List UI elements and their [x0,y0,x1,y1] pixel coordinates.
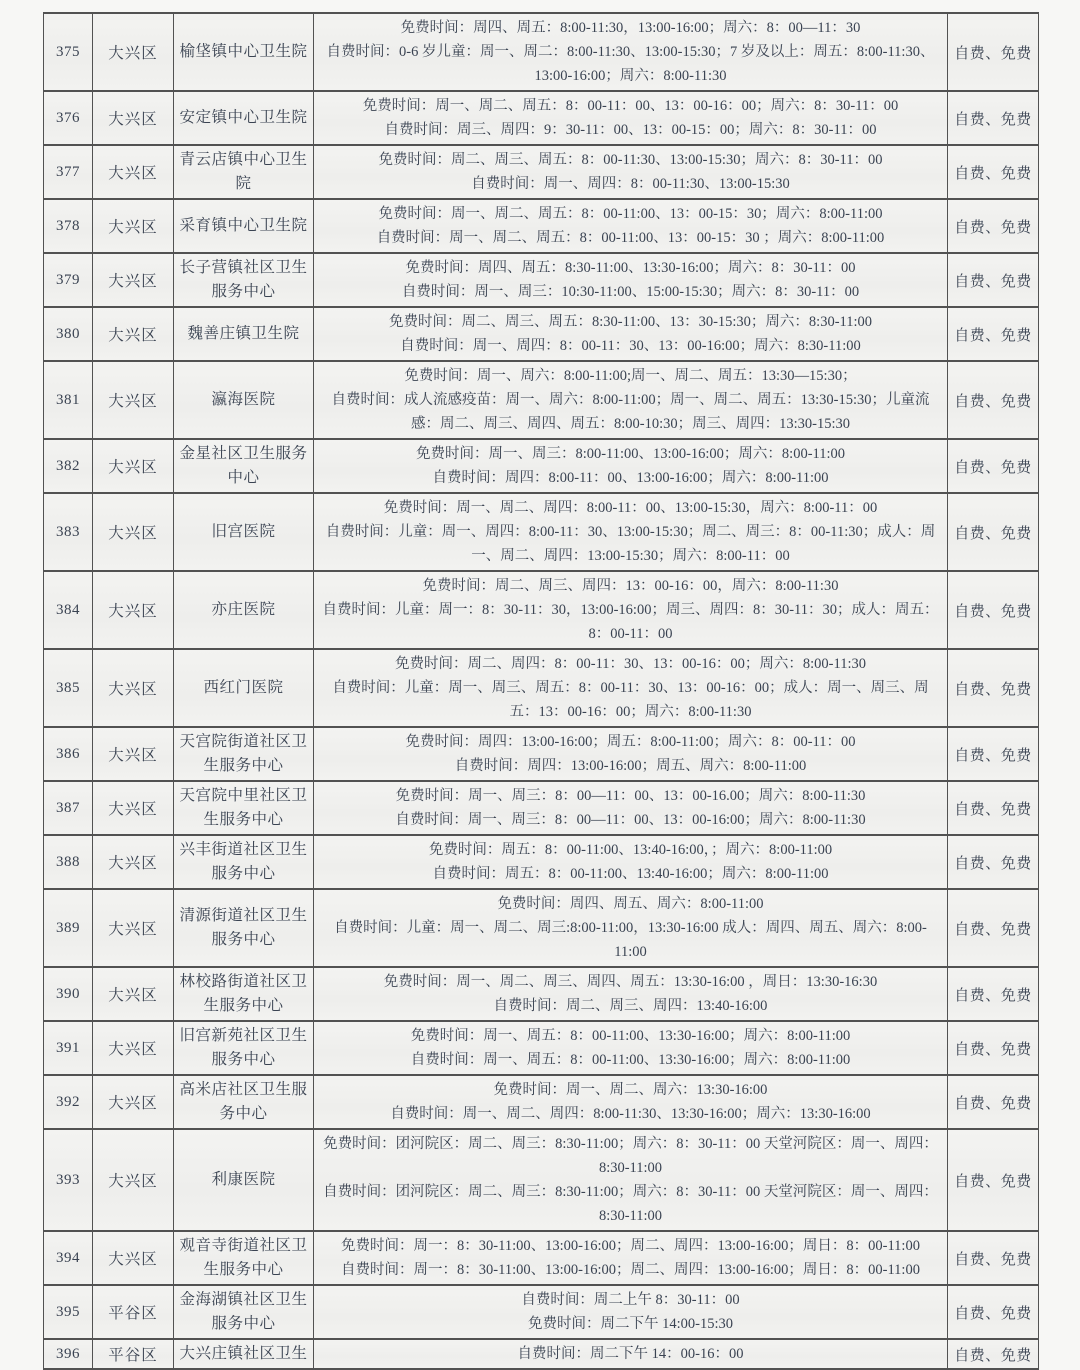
payment-type-cell: 自费、免费 [948,493,1039,571]
institution-name-cell: 利康医院 [174,1129,314,1231]
row-number-cell: 394 [44,1231,93,1285]
institution-name-cell: 采育镇中心卫生院 [174,199,314,253]
row-number-cell: 392 [44,1075,93,1129]
row-number-cell: 376 [44,91,93,145]
time-segment: 自费时间：周二下午 14：00-16：00 [517,1346,744,1362]
institution-name-cell: 大兴庄镇社区卫生 [174,1339,314,1369]
schedule-times-cell [314,835,948,889]
table-row [44,361,1039,439]
row-number-cell: 390 [44,967,93,1021]
payment-type-cell: 自费、免费 [948,1021,1039,1075]
district-cell: 大兴区 [93,649,174,727]
institution-name-cell: 青云店镇中心卫生院 [174,145,314,199]
payment-type-cell: 自费、免费 [948,1339,1039,1369]
row-number-cell: 388 [44,835,93,889]
time-segment: 免费时间：周一、周二、周三、周四、周五：13:30-16:00 ，周日：13:30-16:30 [383,974,878,990]
table-row [44,967,1039,1021]
time-segment: 自费时间：周一、周四：8：00-11：30、13：00-16:00；周六：8:30-11:00 [400,338,861,354]
time-segment: 免费时间：周二下午 14:00-15:30 [527,1316,733,1332]
time-segment: 免费时间：周一、周五：8：00-11:00、13:30-16:00；周六：8:00-11:00 [410,1028,851,1044]
table-row [44,889,1039,967]
time-segment: 免费时间：周二、周三、周五：8：00-11:30、13:00-15:30；周六：8：30-11：00 [378,152,883,168]
row-number-cell: 384 [44,571,93,649]
table-row [44,1129,1039,1231]
row-number-cell: 377 [44,145,93,199]
schedule-times-cell [314,649,948,727]
payment-type-cell: 自费、免费 [948,889,1039,967]
schedule-times-cell [314,727,948,781]
district-cell: 大兴区 [93,571,174,649]
payment-type-cell: 自费、免费 [948,307,1039,361]
schedule-times-cell [314,1285,948,1339]
institution-name-cell: 天宫院中里社区卫生服务中心 [174,781,314,835]
table-row [44,571,1039,649]
vaccination-clinic-schedule-table [43,12,1039,1370]
district-cell: 大兴区 [93,1231,174,1285]
time-segment: 免费时间：周五：8：00-11:00、13:40-16:00，；周六：8:00-11:00 [428,842,833,858]
district-cell: 大兴区 [93,13,174,91]
district-cell: 大兴区 [93,361,174,439]
table-row [44,1021,1039,1075]
district-cell: 大兴区 [93,889,174,967]
time-segment: 自费时间：0-6 岁儿童：周一、周二：8:00-11:30、13:00-15:30；7 岁及以上：周五：8:00-11:30、13:00-16:00；周六：8:00-11:30 [326,44,935,84]
table-row [44,91,1039,145]
row-number-cell: 380 [44,307,93,361]
district-cell: 大兴区 [93,781,174,835]
time-segment: 免费时间：周一、周三：8:00-11:00、13:00-16:00；周六：8:00-11:00 [415,446,846,462]
table-row [44,145,1039,199]
table-row [44,493,1039,571]
schedule-times-cell [314,199,948,253]
payment-type-cell: 自费、免费 [948,1075,1039,1129]
row-number-cell: 395 [44,1285,93,1339]
district-cell: 大兴区 [93,967,174,1021]
row-number-cell: 378 [44,199,93,253]
district-cell: 大兴区 [93,493,174,571]
schedule-times-cell [314,1021,948,1075]
institution-name-cell: 安定镇中心卫生院 [174,91,314,145]
row-number-cell: 387 [44,781,93,835]
institution-name-cell: 金海湖镇社区卫生服务中心 [174,1285,314,1339]
time-segment: 免费时间：周四、周五：8:00-11:30，13:00-16:00；周六：8：00—11：30 [400,20,861,36]
schedule-times-cell [314,91,948,145]
row-number-cell: 382 [44,439,93,493]
table-row [44,1075,1039,1129]
schedule-times-cell [314,571,948,649]
payment-type-cell: 自费、免费 [948,439,1039,493]
institution-name-cell: 榆垡镇中心卫生院 [174,13,314,91]
payment-type-cell: 自费、免费 [948,199,1039,253]
institution-name-cell: 亦庄医院 [174,571,314,649]
district-cell: 平谷区 [93,1285,174,1339]
row-number-cell: 393 [44,1129,93,1231]
time-segment: 自费时间：团河院区：周二、周三：8:30-11:00；周六：8：30-11：00 天堂河院区：周一、周四：8:30-11:00 [323,1184,938,1224]
institution-name-cell: 瀛海医院 [174,361,314,439]
payment-type-cell: 自费、免费 [948,253,1039,307]
time-segment: 自费时间：儿童：周一、周三、周五：8：00-11：30、13：00-16：00；成人：周一、周三、周五：13：00-16：00；周六：8:00-11:30 [332,680,929,720]
schedule-times-cell [314,1339,948,1369]
payment-type-cell: 自费、免费 [948,361,1039,439]
time-segment: 免费时间：周四：13:00-16:00；周五：8:00-11:00；周六：8：00-11：00 [405,734,856,750]
institution-name-cell: 魏善庄镇卫生院 [174,307,314,361]
table-row [44,439,1039,493]
schedule-times-cell [314,1231,948,1285]
time-segment: 免费时间：周二、周三、周五：8:30-11:00、13：30-15:30；周六：8:30-11:00 [388,314,873,330]
time-segment: 免费时间：周一、周六：8:00-11:00;周一、周二、周五：13:30—15:30； [404,368,857,384]
row-number-cell: 375 [44,13,93,91]
time-segment: 免费时间：周一、周二、周五：8：00-11：00、13：00-16：00；周六：8：30-11：00 [362,98,899,114]
institution-name-cell: 兴丰街道社区卫生服务中心 [174,835,314,889]
institution-name-cell: 观音寺街道社区卫生服务中心 [174,1231,314,1285]
row-number-cell: 383 [44,493,93,571]
time-segment: 自费时间：儿童：周一、周四：8:00-11：30、13:00-15:30；周二、周三：8：00-11:30；成人：周一、周二、周四：13:00-15:30；周六：8:00-11：00 [325,524,936,564]
schedule-times-cell [314,439,948,493]
table-row [44,727,1039,781]
district-cell: 大兴区 [93,307,174,361]
table-row [44,307,1039,361]
schedule-times-cell [314,361,948,439]
table-row [44,253,1039,307]
district-cell: 大兴区 [93,253,174,307]
table-row [44,199,1039,253]
institution-name-cell: 旧宫医院 [174,493,314,571]
payment-type-cell: 自费、免费 [948,1129,1039,1231]
time-segment: 免费时间：周一、周二、周四：8:00-11：00、13:00-15:30，周六：8:00-11：00 [383,500,878,516]
district-cell: 大兴区 [93,1129,174,1231]
schedule-times-cell [314,307,948,361]
row-number-cell: 381 [44,361,93,439]
time-segment: 免费时间：周二、周四：8：00-11：30、13：00-16：00；周六：8:00-11:30 [395,656,866,672]
time-segment: 免费时间：周四、周五、周六：8:00-11:00 [497,896,764,912]
institution-name-cell: 高米店社区卫生服务中心 [174,1075,314,1129]
table-body [44,13,1039,1369]
payment-type-cell: 自费、免费 [948,835,1039,889]
table-row [44,781,1039,835]
institution-name-cell: 清源街道社区卫生服务中心 [174,889,314,967]
payment-type-cell: 自费、免费 [948,781,1039,835]
schedule-times-cell [314,889,948,967]
institution-name-cell: 天宫院街道社区卫生服务中心 [174,727,314,781]
table-row [44,1231,1039,1285]
time-segment: 免费时间：周一、周三：8：00—11：00、13：00-16.00；周六：8:00-11:30 [395,788,866,804]
payment-type-cell: 自费、免费 [948,145,1039,199]
time-segment: 免费时间：周一、周二、周五：8：00-11:00、13：00-15：30；周六：8:00-11:00 [378,206,883,222]
time-segment: 自费时间：周四：13:00-16:00；周五、周六：8:00-11:00 [454,758,807,774]
payment-type-cell: 自费、免费 [948,1285,1039,1339]
time-segment: 自费时间：周二上午 8：30-11：00 [521,1292,740,1308]
time-segment: 自费时间：周三、周四：9：30-11：00、13：00-15：00；周六：8：30-11：00 [384,122,877,138]
row-number-cell: 389 [44,889,93,967]
payment-type-cell: 自费、免费 [948,571,1039,649]
district-cell: 大兴区 [93,727,174,781]
time-segment: 自费时间：成人流感疫苗：周一、周六：8:00-11:00；周一、周二、周五：13:30-15:30；儿童流感：周二、周三、周四、周五：8:00-10:30；周三、周四：13:30-15:30 [331,392,930,432]
district-cell: 大兴区 [93,199,174,253]
payment-type-cell: 自费、免费 [948,91,1039,145]
time-segment: 免费时间：周二、周三、周四：13：00-16：00，周六：8:00-11:30 [422,578,839,594]
row-number-cell: 396 [44,1339,93,1369]
time-segment: 自费时间：周四：8:00-11：00、13:00-16:00；周六：8:00-11:00 [432,470,829,486]
schedule-times-cell [314,781,948,835]
schedule-times-cell [314,253,948,307]
time-segment: 免费时间：周一、周二、周六：13:30-16:00 [493,1082,768,1098]
time-segment: 免费时间：周四、周五：8:30-11:00、13:30-16:00；周六：8：30-11：00 [405,260,856,276]
time-segment: 自费时间：周一、周三：8：00—11：00、13：00-16:00；周六：8:00-11:30 [395,812,866,828]
institution-name-cell: 旧宫新苑社区卫生服务中心 [174,1021,314,1075]
payment-type-cell: 自费、免费 [948,649,1039,727]
time-segment: 自费时间：周一、周五：8：00-11:00、13:30-16:00；周六：8:00-11:00 [410,1052,851,1068]
time-segment: 自费时间：儿童：周一：8：30-11：30，13:00-16:00；周三、周四：8：30-11：30；成人：周五：8：00-11：00 [322,602,939,642]
schedule-times-cell [314,493,948,571]
institution-name-cell: 长子营镇社区卫生服务中心 [174,253,314,307]
row-number-cell: 391 [44,1021,93,1075]
district-cell: 大兴区 [93,91,174,145]
table-row [44,835,1039,889]
payment-type-cell: 自费、免费 [948,13,1039,91]
district-cell: 大兴区 [93,1075,174,1129]
institution-name-cell: 林校路街道社区卫生服务中心 [174,967,314,1021]
time-segment: 自费时间：周二、周三、周四：13:40-16:00 [493,998,768,1014]
time-segment: 自费时间：周一：8：30-11:00、13:00-16:00；周二、周四：13:00-16:00；周日：8：00-11:00 [341,1262,920,1278]
payment-type-cell: 自费、免费 [948,1231,1039,1285]
district-cell: 大兴区 [93,1021,174,1075]
time-segment: 自费时间：周一、周二、周四：8:00-11:30、13:30-16:00；周六：13:30-16:00 [390,1106,871,1122]
row-number-cell: 385 [44,649,93,727]
district-cell: 大兴区 [93,145,174,199]
time-segment: 自费时间：儿童：周一、周二、周三:8:00-11:00，13:30-16:00 成人：周四、周五、周六：8:00-11:00 [334,920,927,960]
time-segment: 自费时间：周一、周三：10:30-11:00、15:00-15:30；周六：8：30-11：00 [401,284,860,300]
time-segment: 免费时间：团河院区：周二、周三：8:30-11:00；周六：8：30-11：00 天堂河院区：周一、周四：8:30-11:00 [323,1136,938,1176]
table-row [44,649,1039,727]
row-number-cell: 379 [44,253,93,307]
schedule-times-cell [314,145,948,199]
time-segment: 自费时间：周一、周二、周五：8：00-11:00、13：00-15：30 ；周六：8:00-11:00 [376,230,885,246]
district-cell: 大兴区 [93,439,174,493]
institution-name-cell: 金星社区卫生服务中心 [174,439,314,493]
table-row [44,1339,1039,1369]
time-segment: 自费时间：周一、周四：8：00-11:30、13:00-15:30 [471,176,790,192]
table-row [44,13,1039,91]
time-segment: 免费时间：周一：8：30-11:00、13:00-16:00；周二、周四：13:00-16:00；周日：8：00-11:00 [341,1238,920,1254]
schedule-times-cell [314,1129,948,1231]
table-row [44,1285,1039,1339]
institution-name-cell: 西红门医院 [174,649,314,727]
district-cell: 大兴区 [93,835,174,889]
district-cell: 平谷区 [93,1339,174,1369]
schedule-times-cell [314,13,948,91]
row-number-cell: 386 [44,727,93,781]
schedule-times-cell [314,967,948,1021]
payment-type-cell: 自费、免费 [948,727,1039,781]
time-segment: 自费时间：周五：8：00-11:00、13:40-16:00；周六：8:00-11:00 [432,866,829,882]
schedule-times-cell [314,1075,948,1129]
payment-type-cell: 自费、免费 [948,967,1039,1021]
